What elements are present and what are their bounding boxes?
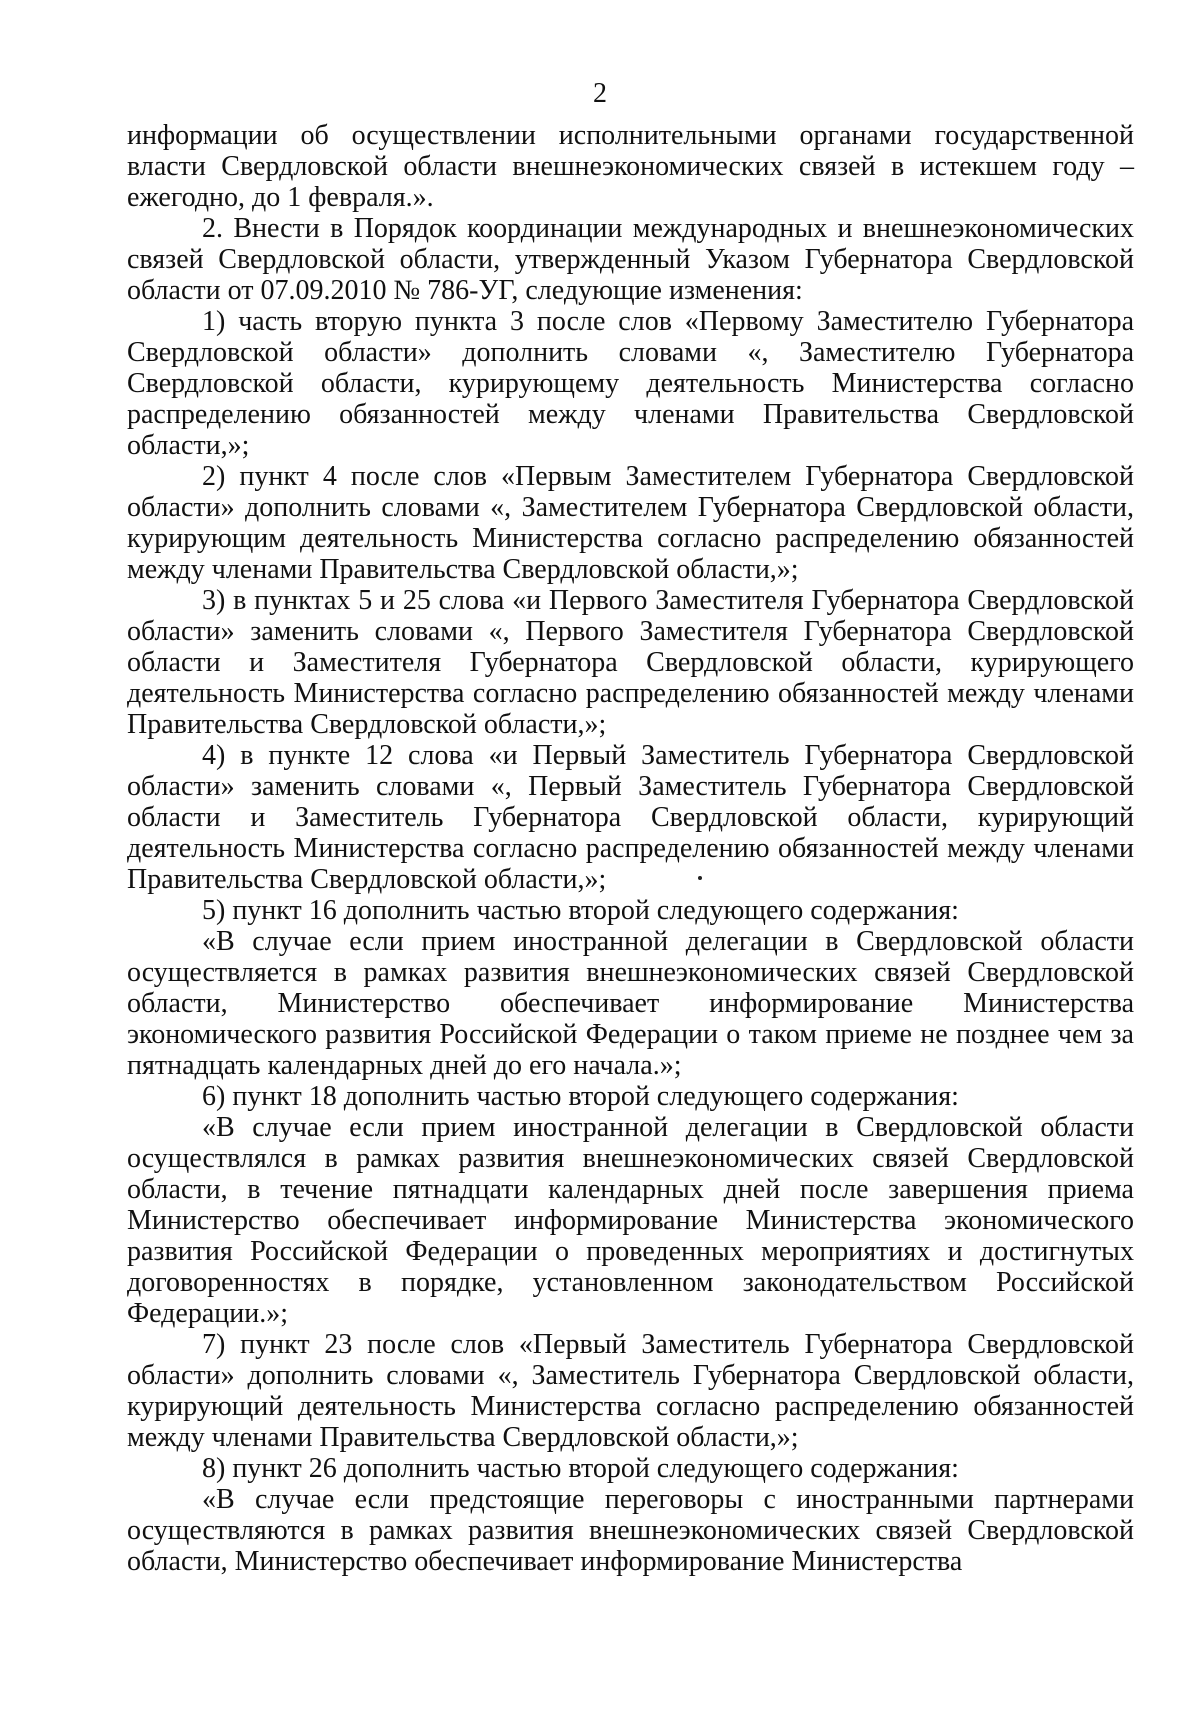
paragraph-subitem-3: 3) в пунктах 5 и 25 слова «и Первого Заместителя Губернатора Свердловской области» заменить словами «, Первого Заместителя Губернатора Свердловской области и Заместителя Губернатора Свердловской области, курирующего деятельность Министерства согласно распределению обязанностей между членами Правительства Свердловской области,»; bbox=[127, 585, 1134, 740]
paragraph-subitem-4: 4) в пункте 12 слова «и Первый Заместитель Губернатора Свердловской области» заменить словами «, Первый Заместитель Губернатора Свердловской области и Заместитель Губернатора Свердловской области, курирующий деятельность Министерства согласно распределению обязанностей между членами Правительства Свердловской области,»; bbox=[127, 740, 1134, 895]
document-body bbox=[127, 120, 1134, 1577]
paragraph-subitem-8: 8) пункт 26 дополнить частью второй следующего содержания: bbox=[202, 1453, 959, 1484]
paragraph-subitem-2: 2) пункт 4 после слов «Первым Заместителем Губернатора Свердловской области» дополнить словами «, Заместителем Губернатора Свердловской области, курирующим деятельность Министерства согласно распределению обязанностей между членами Правительства Свердловской области,»; bbox=[127, 461, 1134, 585]
paragraph-subitem-7: 7) пункт 23 после слов «Первый Заместитель Губернатора Свердловской области» дополнить словами «, Заместитель Губернатора Свердловской области, курирующий деятельность Министерства согласно распределению обязанностей между членами Правительства Свердловской области,»; bbox=[127, 1329, 1134, 1453]
scan-speck bbox=[698, 876, 702, 880]
paragraph-quote-18: «В случае если прием иностранной делегации в Свердловской области осуществлялся в рамках развития внешнеэкономических связей Свердловской области, в течение пятнадцати календарных дней после завершения приема Министерство обеспечивает информирование Министерства экономического развития Российской Федерации о проведенных мероприятиях и достигнутых договоренностях в порядке, установленном законодательством Российской Федерации.»; bbox=[127, 1112, 1134, 1329]
paragraph-subitem-1: 1) часть вторую пункта 3 после слов «Первому Заместителю Губернатора Свердловской области» дополнить словами «, Заместителю Губернатора Свердловской области, курирующему деятельность Министерства согласно распределению обязанностей между членами Правительства Свердловской области,»; bbox=[127, 306, 1134, 461]
paragraph-item-2: 2. Внести в Порядок координации международных и внешнеэкономических связей Свердловской области, утвержденный Указом Губернатора Свердловской области от 07.09.2010 № 786-УГ, следующие изменения: bbox=[127, 213, 1134, 306]
paragraph-subitem-5: 5) пункт 16 дополнить частью второй следующего содержания: bbox=[202, 895, 959, 926]
page-number: 2 bbox=[593, 78, 607, 109]
paragraph-quote-16: «В случае если прием иностранной делегации в Свердловской области осуществляется в рамках развития внешнеэкономических связей Свердловской области, Министерство обеспечивает информирование Министерства экономического развития Российской Федерации о таком приеме не позднее чем за пятнадцать календарных дней до его начала.»; bbox=[127, 926, 1134, 1081]
paragraph-subitem-6: 6) пункт 18 дополнить частью второй следующего содержания: bbox=[202, 1081, 959, 1112]
paragraph-continuation: информации об осуществлении исполнительными органами государственной власти Свердловской области внешнеэкономических связей в истекшем году – ежегодно, до 1 февраля.». bbox=[127, 120, 1134, 213]
paragraph-quote-26: «В случае если предстоящие переговоры с иностранными партнерами осуществляются в рамках развития внешнеэкономических связей Свердловской области, Министерство обеспечивает информирование Министерства bbox=[127, 1484, 1134, 1577]
